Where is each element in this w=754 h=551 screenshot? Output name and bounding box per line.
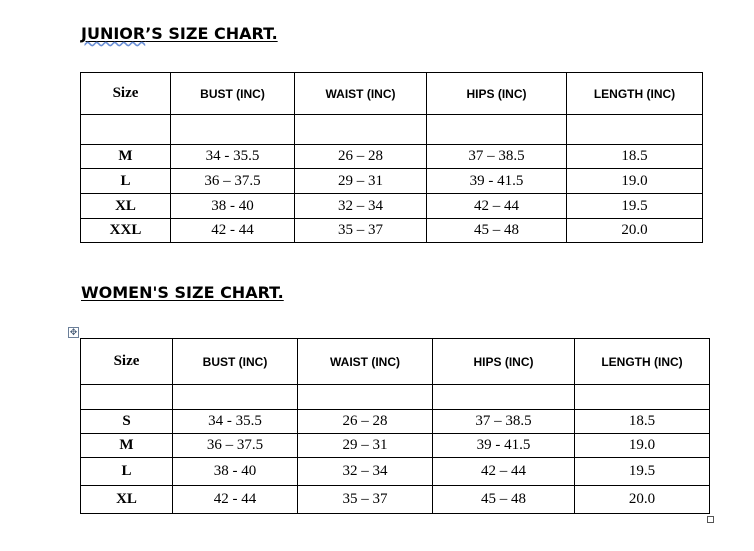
table-row (81, 458, 710, 486)
bust-cell: 38 - 40 (171, 194, 295, 219)
hips-cell: 37 – 38.5 (427, 145, 567, 169)
resize-handle-icon[interactable] (707, 516, 714, 523)
bust-cell: 42 - 44 (171, 219, 295, 243)
size-cell: XL (81, 486, 173, 514)
empty-cell (427, 115, 567, 145)
bust-cell: 36 – 37.5 (171, 169, 295, 194)
hips-cell: 45 – 48 (427, 219, 567, 243)
bust-cell: 36 – 37.5 (173, 434, 298, 458)
junior-title-word: JUNIOR (81, 24, 146, 43)
junior-size-chart-title (81, 24, 278, 43)
size-cell: S (81, 410, 173, 434)
waist-cell: 35 – 37 (298, 486, 433, 514)
size-cell: XL (81, 194, 171, 219)
table-row (81, 410, 710, 434)
length-cell: 19.0 (575, 434, 710, 458)
table-row (81, 434, 710, 458)
header-hips: HIPS (INC) (427, 73, 567, 115)
hips-cell: 42 – 44 (433, 458, 575, 486)
women-size-table (80, 338, 710, 514)
empty-row (81, 115, 703, 145)
header-hips: HIPS (INC) (433, 339, 575, 385)
waist-cell: 26 – 28 (295, 145, 427, 169)
empty-cell (567, 115, 703, 145)
header-waist: WAIST (INC) (298, 339, 433, 385)
table-row (81, 169, 703, 194)
table-header-row (81, 339, 710, 385)
empty-cell (171, 115, 295, 145)
empty-cell (433, 385, 575, 410)
table-row (81, 145, 703, 169)
waist-cell: 32 – 34 (298, 458, 433, 486)
bust-cell: 42 - 44 (173, 486, 298, 514)
hips-cell: 37 – 38.5 (433, 410, 575, 434)
junior-size-table (80, 72, 703, 243)
table-row (81, 219, 703, 243)
length-cell: 19.5 (575, 458, 710, 486)
length-cell: 18.5 (567, 145, 703, 169)
empty-row (81, 385, 710, 410)
waist-cell: 29 – 31 (298, 434, 433, 458)
women-size-chart-title: WOMEN'S SIZE CHART. (81, 283, 284, 302)
move-handle-icon[interactable]: ✥ (69, 327, 78, 337)
bust-cell: 34 - 35.5 (173, 410, 298, 434)
table-header-row (81, 73, 703, 115)
header-bust: BUST (INC) (173, 339, 298, 385)
header-size: Size (81, 339, 173, 385)
waist-cell: 26 – 28 (298, 410, 433, 434)
length-cell: 20.0 (575, 486, 710, 514)
table-row (81, 194, 703, 219)
empty-cell (81, 115, 171, 145)
hips-cell: 39 - 41.5 (433, 434, 575, 458)
hips-cell: 39 - 41.5 (427, 169, 567, 194)
length-cell: 18.5 (575, 410, 710, 434)
header-waist: WAIST (INC) (295, 73, 427, 115)
size-cell: M (81, 434, 173, 458)
length-cell: 19.5 (567, 194, 703, 219)
waist-cell: 35 – 37 (295, 219, 427, 243)
size-cell: L (81, 169, 171, 194)
waist-cell: 32 – 34 (295, 194, 427, 219)
junior-title-rest: ’S SIZE CHART. (145, 24, 278, 43)
size-cell: M (81, 145, 171, 169)
empty-cell (81, 385, 173, 410)
empty-cell (173, 385, 298, 410)
hips-cell: 45 – 48 (433, 486, 575, 514)
size-cell: XXL (81, 219, 171, 243)
bust-cell: 34 - 35.5 (171, 145, 295, 169)
header-bust: BUST (INC) (171, 73, 295, 115)
length-cell: 19.0 (567, 169, 703, 194)
hips-cell: 42 – 44 (427, 194, 567, 219)
empty-cell (298, 385, 433, 410)
waist-cell: 29 – 31 (295, 169, 427, 194)
size-cell: L (81, 458, 173, 486)
header-length: LENGTH (INC) (567, 73, 703, 115)
empty-cell (295, 115, 427, 145)
length-cell: 20.0 (567, 219, 703, 243)
header-length: LENGTH (INC) (575, 339, 710, 385)
bust-cell: 38 - 40 (173, 458, 298, 486)
table-row (81, 486, 710, 514)
header-size: Size (81, 73, 171, 115)
empty-cell (575, 385, 710, 410)
